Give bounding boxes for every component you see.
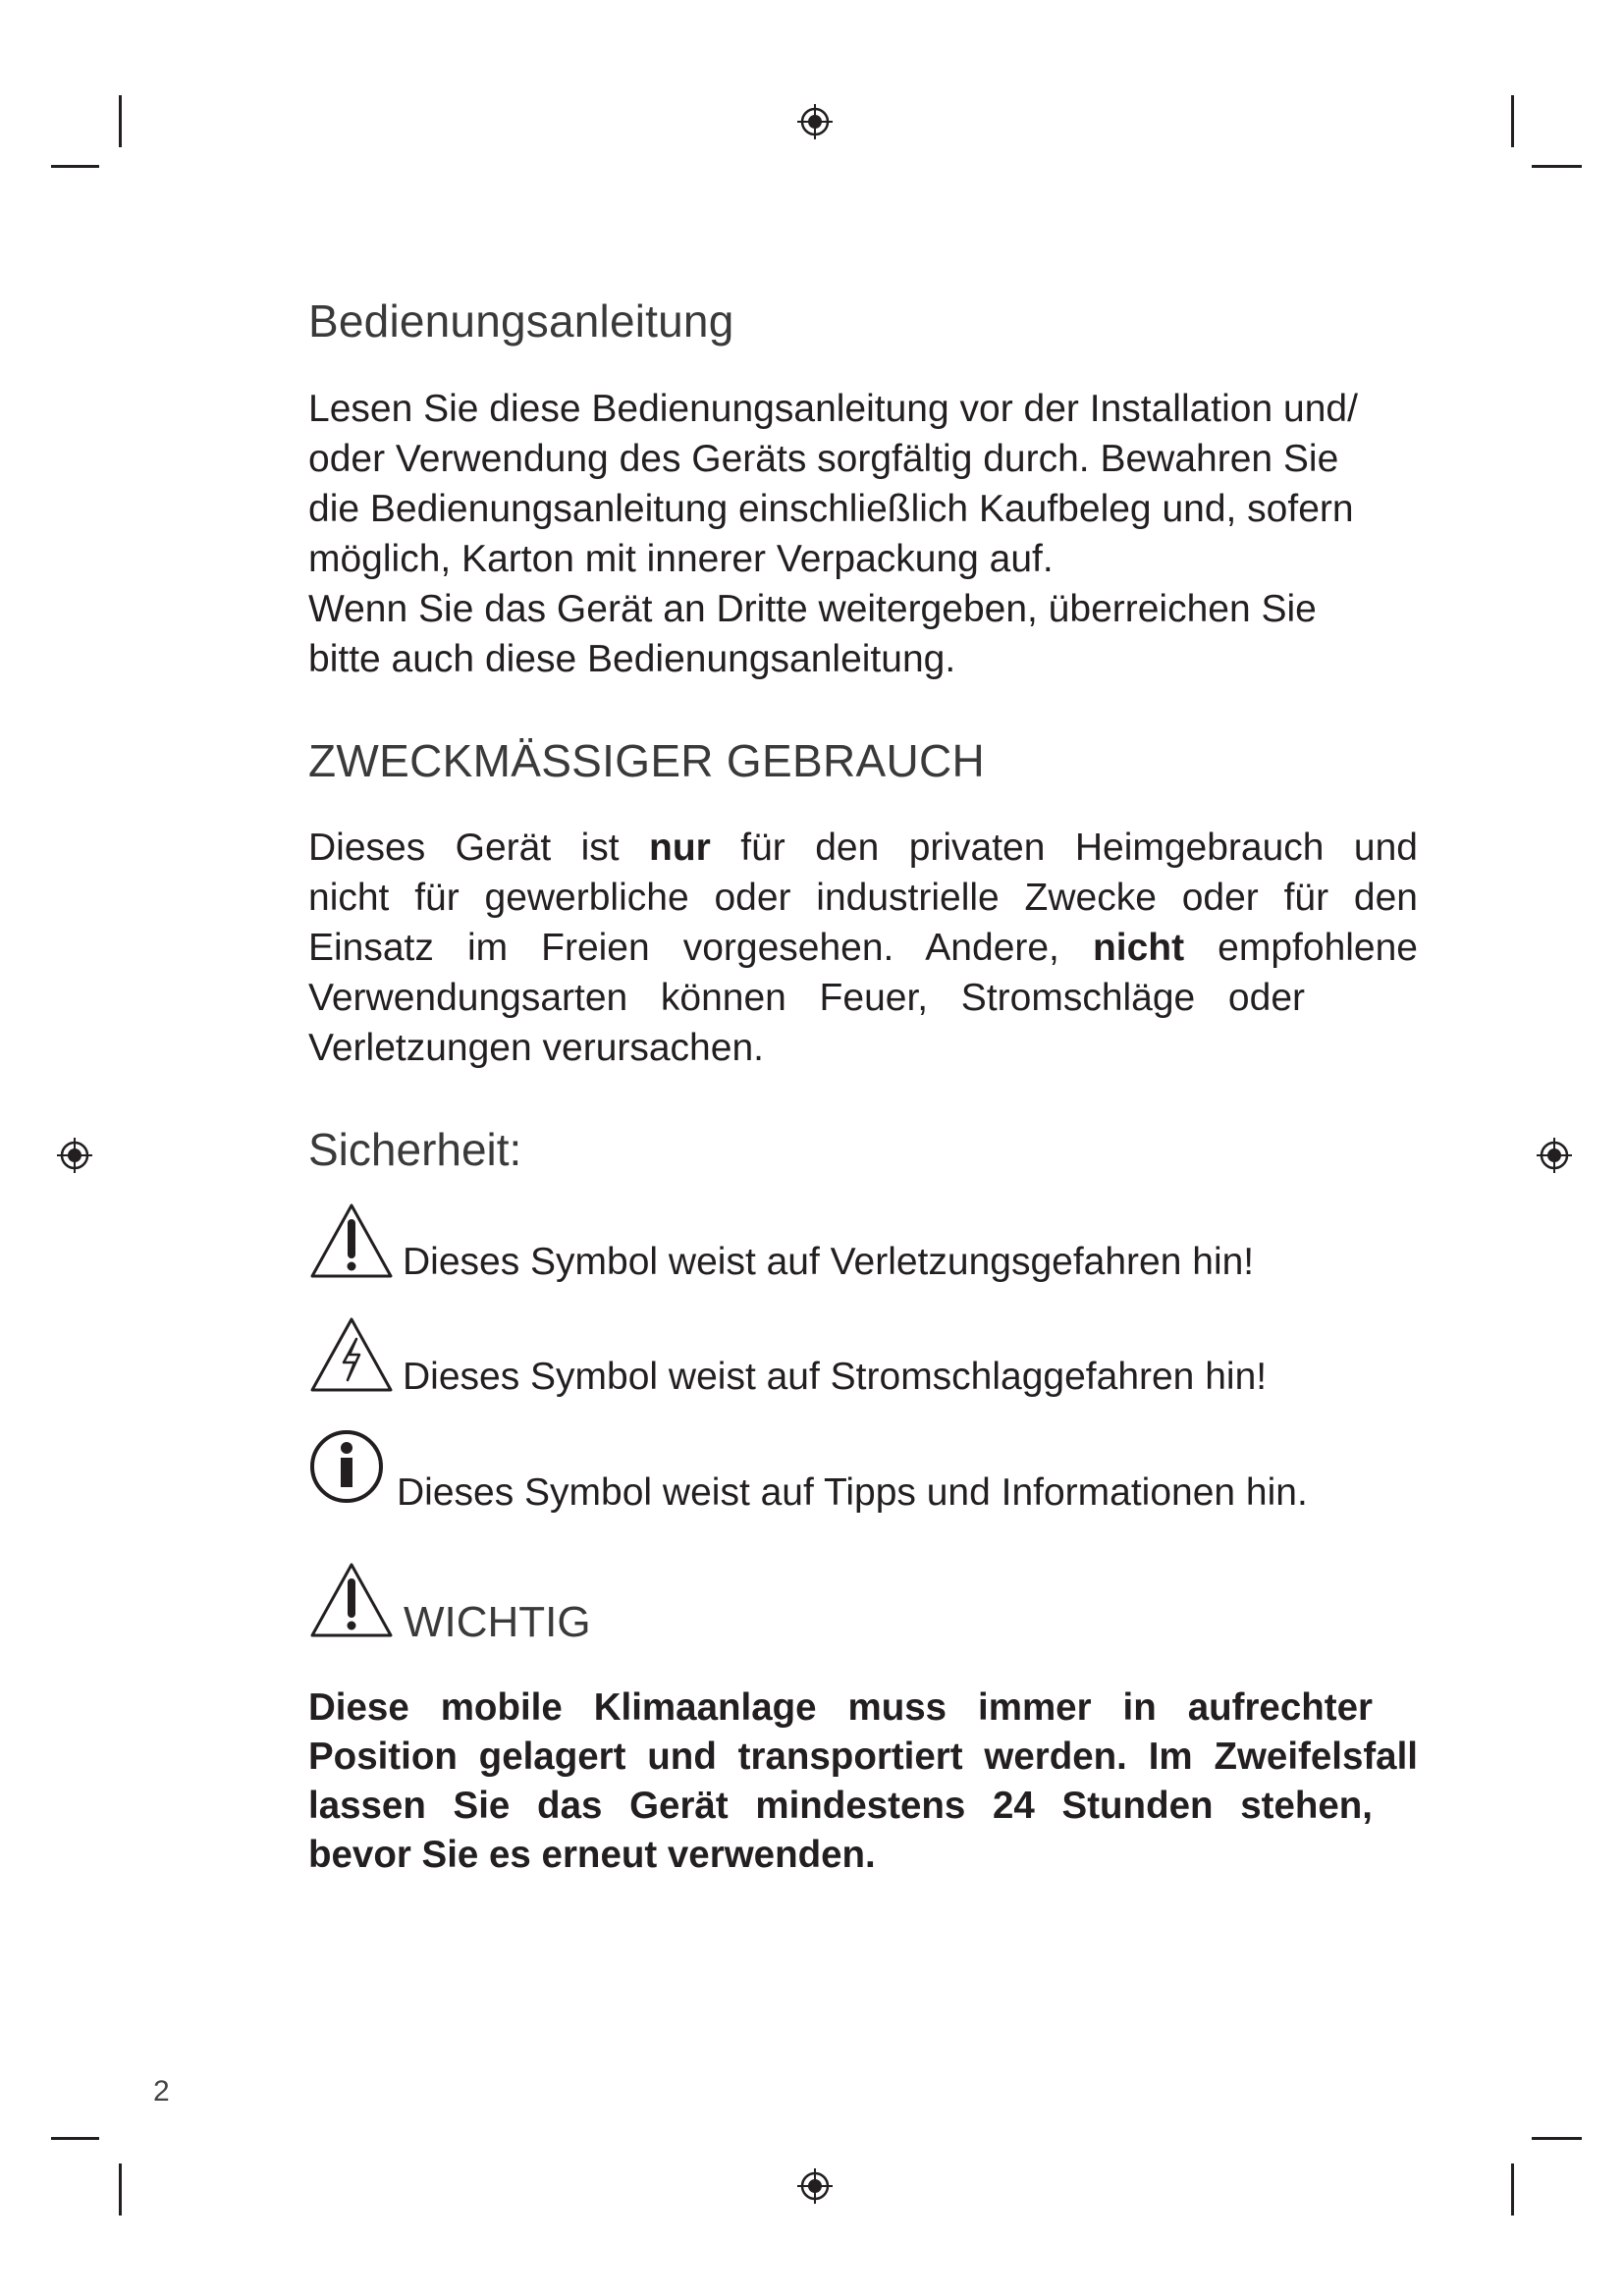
intended-use-line: Verletzungen verursachen.	[308, 1027, 764, 1069]
crop-mark	[119, 2163, 122, 2216]
intro-paragraph	[308, 384, 1418, 684]
electric-shock-warning-icon	[308, 1315, 395, 1394]
warning-exclamation-icon	[308, 1201, 395, 1280]
safety-symbol-text: Dieses Symbol weist auf Verletzungsgefahren hin!	[403, 1241, 1255, 1283]
important-label-row	[308, 1561, 701, 1646]
important-paragraph	[308, 1683, 1418, 1880]
safety-symbol-row	[308, 1427, 1388, 1514]
registration-mark-icon	[795, 102, 835, 141]
intro-line: bitte auch diese Bedienungsanleitung.	[308, 638, 956, 680]
emphasis-nicht: nicht	[1092, 927, 1185, 969]
safety-symbol-text: Dieses Symbol weist auf Tipps und Informationen hin.	[397, 1471, 1308, 1514]
intended-use-paragraph	[308, 823, 1418, 1073]
important-line: bevor Sie es erneut verwenden.	[308, 1834, 876, 1876]
emphasis-nur: nur	[649, 827, 711, 869]
page-number: 2	[153, 2075, 170, 2108]
important-line: Diese mobile Klimaanlage muss immer in aufrechter	[308, 1686, 1373, 1729]
info-icon	[308, 1427, 387, 1506]
intro-line: oder Verwendung des Geräts sorgfältig durch. Bewahren Sie	[308, 438, 1339, 480]
safety-symbol-row	[308, 1315, 1388, 1398]
intended-use-line: Verwendungsarten können Feuer, Stromschläge oder	[308, 977, 1305, 1019]
important-line: Position gelagert und transportiert werden. Im Zweifelsfall	[308, 1735, 1418, 1778]
intended-use-line: nicht für gewerbliche oder industrielle Zwecke oder für den	[308, 877, 1418, 919]
intended-use-line: Einsatz im Freien vorgesehen. Andere, nicht empfohlene	[308, 927, 1418, 969]
important-label: WICHTIG	[404, 1598, 591, 1646]
important-line: lassen Sie das Gerät mindestens 24 Stunden stehen,	[308, 1785, 1373, 1827]
safety-heading: Sicherheit:	[308, 1124, 522, 1175]
safety-symbol-row	[308, 1201, 1388, 1283]
warning-exclamation-icon	[308, 1561, 395, 1639]
intro-line: Wenn Sie das Gerät an Dritte weitergeben, überreichen Sie	[308, 588, 1317, 630]
intro-line: möglich, Karton mit innerer Verpackung auf.	[308, 538, 1054, 580]
registration-mark-icon	[55, 1136, 94, 1175]
crop-mark	[1511, 95, 1514, 147]
registration-mark-icon	[1535, 1136, 1574, 1175]
safety-symbol-text: Dieses Symbol weist auf Stromschlaggefahren hin!	[403, 1356, 1268, 1398]
crop-mark	[1532, 2137, 1582, 2140]
crop-mark	[51, 2137, 99, 2140]
crop-mark	[1511, 2163, 1514, 2216]
crop-mark	[119, 95, 122, 147]
intended-use-line: Dieses Gerät ist nur für den privaten Heimgebrauch und	[308, 827, 1418, 869]
crop-mark	[51, 165, 99, 168]
intended-use-heading: ZWECKMÄSSIGER GEBRAUCH	[308, 735, 986, 786]
intro-line: Lesen Sie diese Bedienungsanleitung vor der Installation und/	[308, 388, 1358, 430]
page-title: Bedienungsanleitung	[308, 295, 734, 347]
crop-mark	[1532, 165, 1582, 168]
intro-line: die Bedienungsanleitung einschließlich Kaufbeleg und, sofern	[308, 488, 1354, 530]
registration-mark-icon	[795, 2166, 835, 2206]
